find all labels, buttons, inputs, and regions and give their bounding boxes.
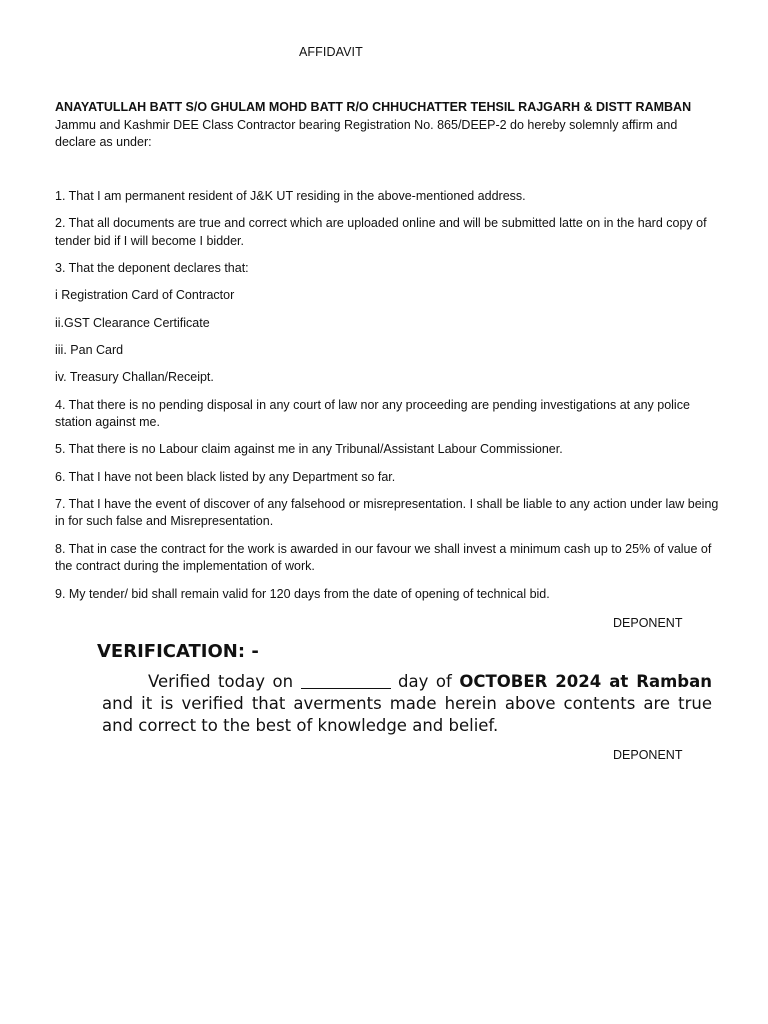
verification-text-3: and it is verified that averments made herein above contents are true and correct to the best of knowledge and belief. xyxy=(102,694,712,735)
verification-text xyxy=(102,671,712,737)
verification-date-place: OCTOBER 2024 at Ramban xyxy=(459,672,712,691)
declaration-item: iv. Treasury Challan/Receipt. xyxy=(55,370,214,385)
declaration-item: iii. Pan Card xyxy=(55,342,124,357)
declaration-item: 3. That the deponent declares that: xyxy=(55,261,249,276)
deponent-label-1: DEPONENT xyxy=(613,616,683,630)
document-title: AFFIDAVIT xyxy=(299,45,363,59)
declaration-item: 2. That all documents are true and correct which are uploaded online and will be submitted latte on in the hard copy of tender bid if I will become I bidder. xyxy=(55,216,707,248)
date-blank-line xyxy=(301,672,391,689)
intro-rest: Jammu and Kashmir DEE Class Contractor bearing Registration No. 865/DEEP-2 do hereby solemnly affirm and declare as under: xyxy=(55,117,678,149)
verification-text-1: Verified today on xyxy=(148,672,301,691)
declaration-item: 5. That there is no Labour claim against me in any Tribunal/Assistant Labour Commissioner. xyxy=(55,442,563,457)
declaration-item: ii.GST Clearance Certificate xyxy=(55,315,210,330)
declaration-item: 4. That there is no pending disposal in any court of law nor any proceeding are pending investigations at any police station against me. xyxy=(55,397,690,430)
declaration-item: i Registration Card of Contractor xyxy=(55,288,235,303)
intro-paragraph xyxy=(55,99,720,152)
declaration-item: 9. My tender/ bid shall remain valid for 120 days from the date of opening of technical bid. xyxy=(55,586,550,601)
declaration-list xyxy=(55,188,720,613)
declaration-item: 1. That I am permanent resident of J&K UT residing in the above-mentioned address. xyxy=(55,189,526,203)
deponent-identity: ANAYATULLAH BATT S/O GHULAM MOHD BATT R/O CHHUCHATTER TEHSIL RAJGARH & DISTT RAMBAN xyxy=(55,100,692,114)
verification-title: VERIFICATION: - xyxy=(97,641,259,662)
declaration-item: 6. That I have not been black listed by any Department so far. xyxy=(55,469,396,484)
verification-text-2: day of xyxy=(390,672,460,691)
deponent-label-2: DEPONENT xyxy=(613,748,683,762)
declaration-item: 7. That I have the event of discover of any falsehood or misrepresentation. I shall be liable to any action under law being in for such false and Misrepresentation. xyxy=(55,496,719,529)
declaration-item: 8. That in case the contract for the work is awarded in our favour we shall invest a minimum cash up to 25% of value of the contract during the implementation of work. xyxy=(55,541,712,574)
